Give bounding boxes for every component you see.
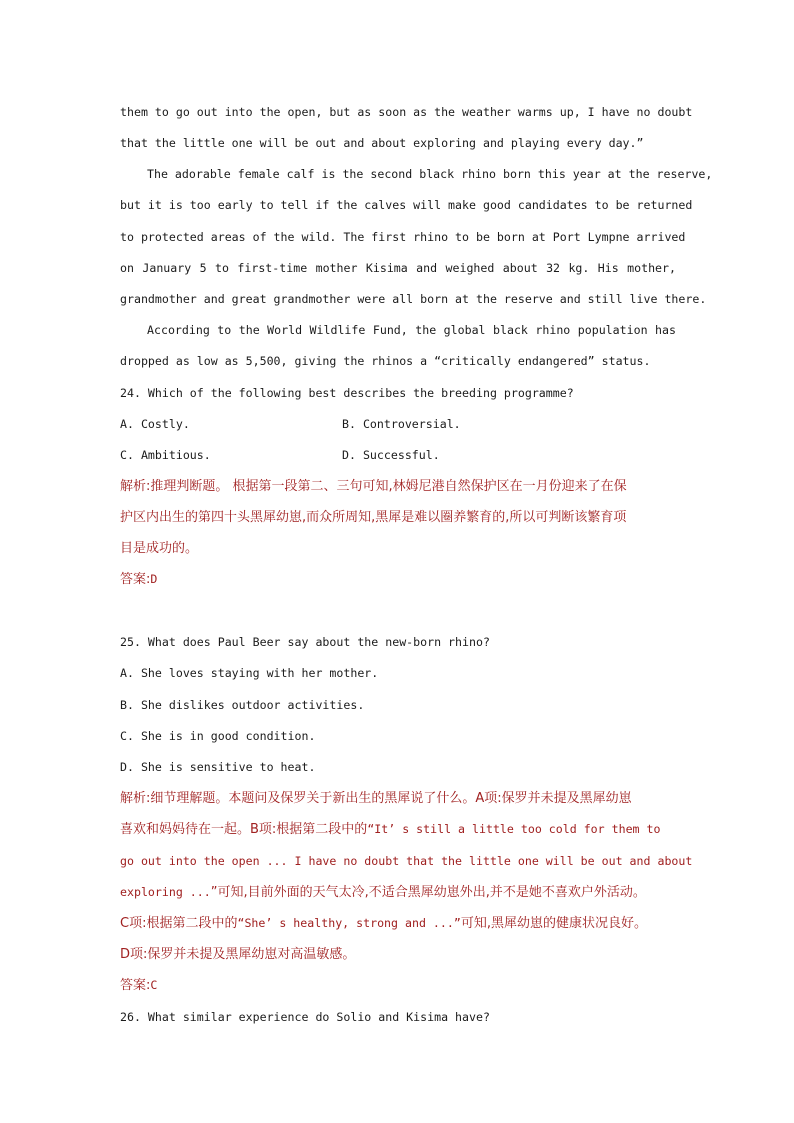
- q25-analysis-line: [120, 908, 676, 939]
- q24-options-row-1: [120, 409, 676, 440]
- q24-option-b: B. Controversial.: [342, 417, 461, 431]
- q24-options-row-2: [120, 440, 676, 471]
- q24-analysis-line: 解析:推理判断题。 根据第一段第二、三句可知,林姆尼港自然保护区在一月份迎来了在保: [120, 479, 627, 494]
- analysis-quote: exploring ...: [120, 885, 211, 899]
- q25-answer: [120, 970, 676, 1001]
- analysis-text: 喜欢和妈妈待在一起。B项:根据第二段中的: [120, 822, 368, 837]
- passage-line: on January 5 to first-time mother Kisima and weighed about 32 kg. His mother,: [120, 261, 676, 275]
- q25-option-d: D. She is sensitive to heat.: [120, 760, 316, 774]
- analysis-text: 可知,黑犀幼崽的健康状况良好。: [460, 916, 647, 931]
- analysis-text: ”可知,目前外面的天气太冷,不适合黑犀幼崽外出,并不是她不喜欢户外活动。: [210, 885, 646, 900]
- analysis-quote: “It’ s still a little too cold for them to: [367, 822, 661, 836]
- q25-option-b: B. She dislikes outdoor activities.: [120, 698, 365, 712]
- passage-line: to protected areas of the wild. The first rhino to be born at Port Lympne arrived: [120, 230, 686, 244]
- question-24: 24. Which of the following best describes the breeding programme?: [120, 386, 574, 400]
- q25-analysis-line: D项:保罗并未提及黑犀幼崽对高温敏感。: [120, 947, 356, 962]
- answer-label: 答案:: [120, 978, 151, 993]
- question-26: 26. What similar experience do Solio and Kisima have?: [120, 1010, 490, 1024]
- answer-value: C: [150, 978, 158, 992]
- q24-option-c: C. Ambitious.: [120, 448, 211, 462]
- passage-line: that the little one will be out and about exploring and playing every day.”: [120, 136, 644, 150]
- analysis-quote: “She’ s healthy, strong and ...”: [237, 916, 461, 930]
- answer-value: D: [150, 572, 158, 586]
- question-25: 25. What does Paul Beer say about the new-born rhino?: [120, 635, 490, 649]
- q25-option-a: A. She loves staying with her mother.: [120, 666, 379, 680]
- q25-analysis-line: 解析:细节理解题。本题问及保罗关于新出生的黑犀说了什么。A项:保罗并未提及黑犀幼崽: [120, 791, 632, 806]
- q25-analysis-line: [120, 877, 676, 908]
- answer-label: 答案:: [120, 572, 151, 587]
- passage-line: grandmother and great grandmother were all born at the reserve and still live there.: [120, 292, 707, 306]
- q25-option-c: C. She is in good condition.: [120, 729, 316, 743]
- q24-analysis-line: 目是成功的。: [120, 541, 199, 556]
- passage-line: The adorable female calf is the second black rhino born this year at the reserve,: [147, 167, 713, 181]
- q24-answer: [120, 564, 676, 595]
- q24-analysis-line: 护区内出生的第四十头黑犀幼崽,而众所周知,黑犀是难以圈养繁育的,所以可判断该繁育项: [120, 510, 627, 525]
- q25-analysis-line: go out into the open ... I have no doubt that the little one will be out and about: [120, 854, 693, 868]
- analysis-text: C项:根据第二段中的: [120, 916, 238, 931]
- passage-line: dropped as low as 5,500, giving the rhinos a “critically endangered” status.: [120, 354, 651, 368]
- q24-option-a: A. Costly.: [120, 417, 190, 431]
- passage-line: them to go out into the open, but as soon as the weather warms up, I have no doubt: [120, 105, 693, 119]
- q24-option-d: D. Successful.: [342, 448, 440, 462]
- passage-line: but it is too early to tell if the calves will make good candidates to be returned: [120, 198, 693, 212]
- passage-line: According to the World Wildlife Fund, the global black rhino population has: [147, 323, 676, 337]
- q25-analysis-line: [120, 814, 676, 845]
